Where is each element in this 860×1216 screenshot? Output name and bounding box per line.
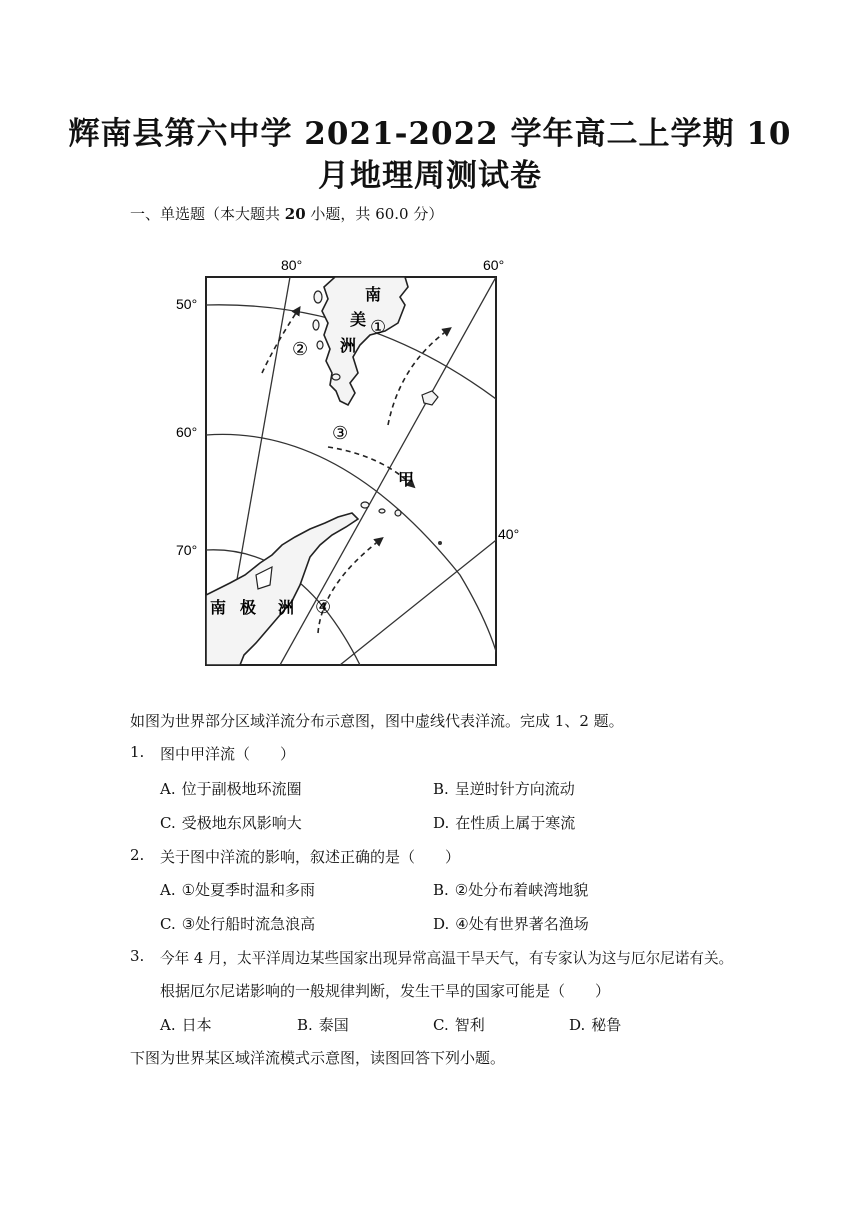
question-3-option-c[interactable]: C. 智利 bbox=[433, 1016, 485, 1034]
marker-4: ④ bbox=[315, 597, 332, 618]
question-count: 20 bbox=[284, 205, 306, 223]
ocean-current-map bbox=[160, 245, 540, 675]
question-1-stem: 图中甲洋流（ ） bbox=[160, 745, 296, 763]
label-south-america-2: 美 bbox=[350, 310, 367, 329]
island bbox=[395, 510, 401, 516]
intro-text-1: 如图为世界部分区域洋流分布示意图，图中虚线代表洋流。完成 1、2 题。 bbox=[130, 712, 624, 730]
label-antarctica-3: 洲 bbox=[278, 598, 295, 617]
question-3-stem-line2: 根据厄尔尼诺影响的一般规律判断，发生干旱的国家可能是（ ） bbox=[160, 982, 611, 1000]
question-3-option-a[interactable]: A. 日本 bbox=[160, 1016, 212, 1034]
question-3-option-b[interactable]: B. 泰国 bbox=[297, 1016, 349, 1034]
intro-text-2: 下图为世界某区域洋流模式示意图，读图回答下列小题。 bbox=[130, 1049, 506, 1067]
lon-label-60: 60° bbox=[483, 257, 505, 273]
question-3-number: 3. bbox=[130, 947, 145, 965]
lat-label-50: 50° bbox=[176, 296, 198, 312]
island bbox=[317, 341, 323, 349]
question-3-stem: 今年 4 月，太平洋周边某些国家出现异常高温干旱天气，有专家认为这与厄尔尼诺有关。 bbox=[160, 950, 734, 967]
question-1-option-b[interactable]: B. 呈逆时针方向流动 bbox=[433, 780, 575, 798]
question-2-stem: 关于图中洋流的影响，叙述正确的是（ ） bbox=[160, 848, 461, 866]
lon-label-40: 40° bbox=[498, 526, 520, 542]
question-1-option-d[interactable]: D. 在性质上属于寒流 bbox=[433, 814, 576, 832]
marker-1: ① bbox=[370, 317, 387, 338]
island bbox=[361, 502, 369, 508]
label-antarctica-1: 南 bbox=[210, 598, 227, 617]
question-2-option-d[interactable]: D. ④处有世界著名渔场 bbox=[433, 915, 589, 933]
question-2-number: 2. bbox=[130, 846, 145, 864]
lat-label-60: 60° bbox=[176, 424, 198, 440]
page-title-line2: 月地理周测试卷 bbox=[318, 158, 542, 194]
island bbox=[314, 291, 322, 303]
page-title-line1: 辉南县第六中学 2021-2022 学年高二上学期 10 bbox=[68, 116, 792, 152]
island bbox=[332, 374, 340, 380]
question-3-option-d[interactable]: D. 秘鲁 bbox=[569, 1016, 622, 1034]
question-2-option-a[interactable]: A. ①处夏季时温和多雨 bbox=[160, 881, 316, 899]
question-1-option-a[interactable]: A. 位于副极地环流圈 bbox=[160, 780, 302, 798]
question-1-number: 1. bbox=[130, 743, 145, 761]
question-2-option-c[interactable]: C. ③处行船时流急浪高 bbox=[160, 915, 316, 933]
label-antarctica-2: 极 bbox=[240, 598, 257, 617]
island bbox=[379, 509, 385, 513]
marker-2: ② bbox=[292, 339, 309, 360]
lat-label-70: 70° bbox=[176, 542, 198, 558]
question-2-option-b[interactable]: B. ②处分布着峡湾地貌 bbox=[433, 881, 589, 899]
label-jia: 甲 bbox=[398, 470, 415, 489]
island bbox=[438, 541, 442, 545]
island bbox=[313, 320, 319, 330]
label-south-america-1: 南 bbox=[365, 285, 382, 304]
marker-3: ③ bbox=[332, 423, 349, 444]
section-heading: 一、单选题（本大题共 20 小题，共 60.0 分） bbox=[130, 205, 444, 223]
label-south-america-3: 洲 bbox=[340, 336, 357, 355]
lon-label-80: 80° bbox=[281, 257, 303, 273]
question-1-option-c[interactable]: C. 受极地东风影响大 bbox=[160, 814, 302, 832]
